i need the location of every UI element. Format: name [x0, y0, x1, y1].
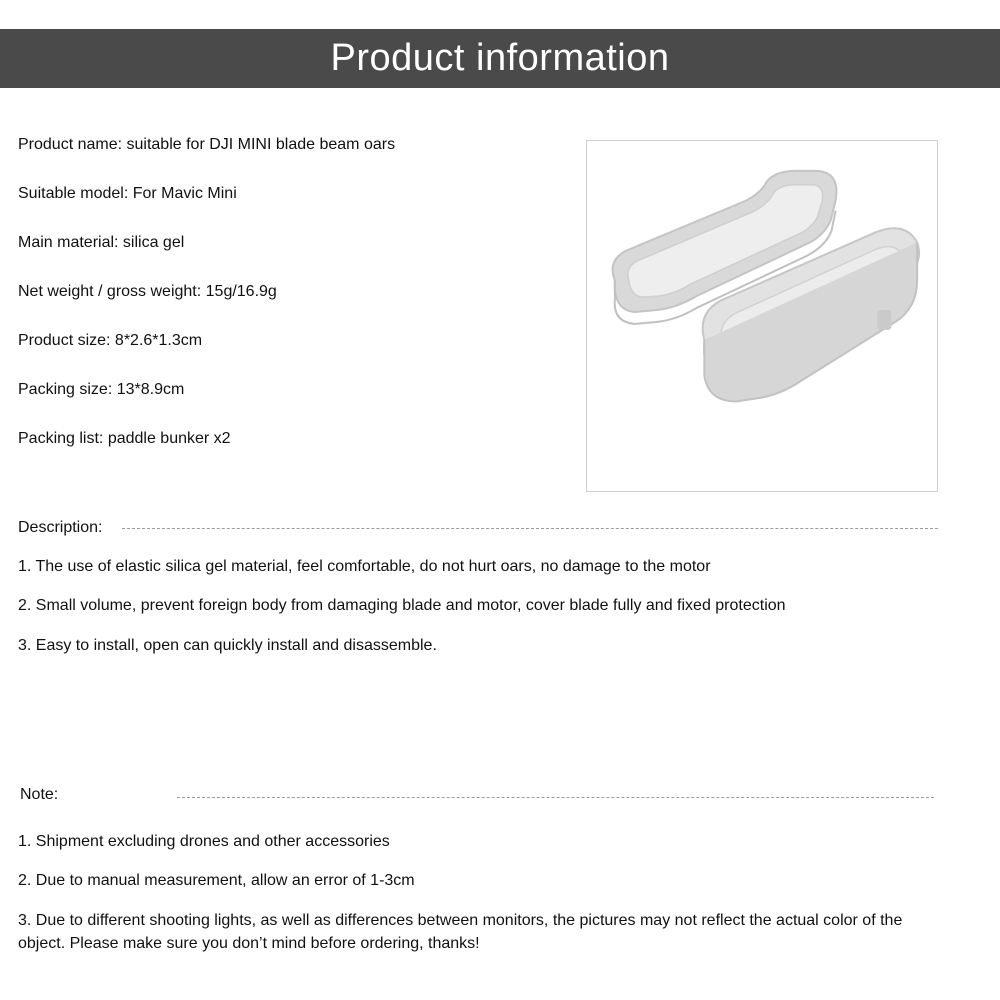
- spec-product-size: Product size: 8*2.6*1.3cm: [18, 332, 203, 349]
- note-divider: [177, 797, 934, 798]
- spec-product-name: Product name: suitable for DJI MINI blade beam oars: [18, 136, 396, 153]
- note-item: 1. Shipment excluding drones and other accessories: [18, 833, 390, 850]
- description-item: 3. Easy to install, open can quickly install and disassemble.: [18, 637, 437, 654]
- note-item: 2. Due to manual measurement, allow an error of 1-3cm: [18, 872, 415, 889]
- description-item: 1. The use of elastic silica gel material, feel comfortable, do not hurt oars, no damage to the motor: [18, 558, 711, 575]
- note-heading: Note:: [20, 786, 59, 803]
- spec-suitable-model: Suitable model: For Mavic Mini: [18, 185, 237, 202]
- product-image: [586, 140, 938, 492]
- description-divider: [122, 528, 938, 529]
- spec-weight: Net weight / gross weight: 15g/16.9g: [18, 283, 277, 300]
- page-header: [0, 29, 1000, 88]
- description-item: 2. Small volume, prevent foreign body from damaging blade and motor, cover blade fully and fixed protection: [18, 597, 786, 614]
- spec-packing-size: Packing size: 13*8.9cm: [18, 381, 185, 398]
- page-title: Product information: [330, 37, 670, 79]
- note-item: 3. Due to different shooting lights, as well as differences between monitors, the pictures may not reflect the actual color of the object. Please make sure you don’t mind before ordering, thanks!: [18, 912, 903, 952]
- spec-packing-list: Packing list: paddle bunker x2: [18, 430, 231, 447]
- blade-holder-illustration: [587, 141, 937, 491]
- spec-main-material: Main material: silica gel: [18, 234, 185, 251]
- description-heading: Description:: [18, 519, 103, 536]
